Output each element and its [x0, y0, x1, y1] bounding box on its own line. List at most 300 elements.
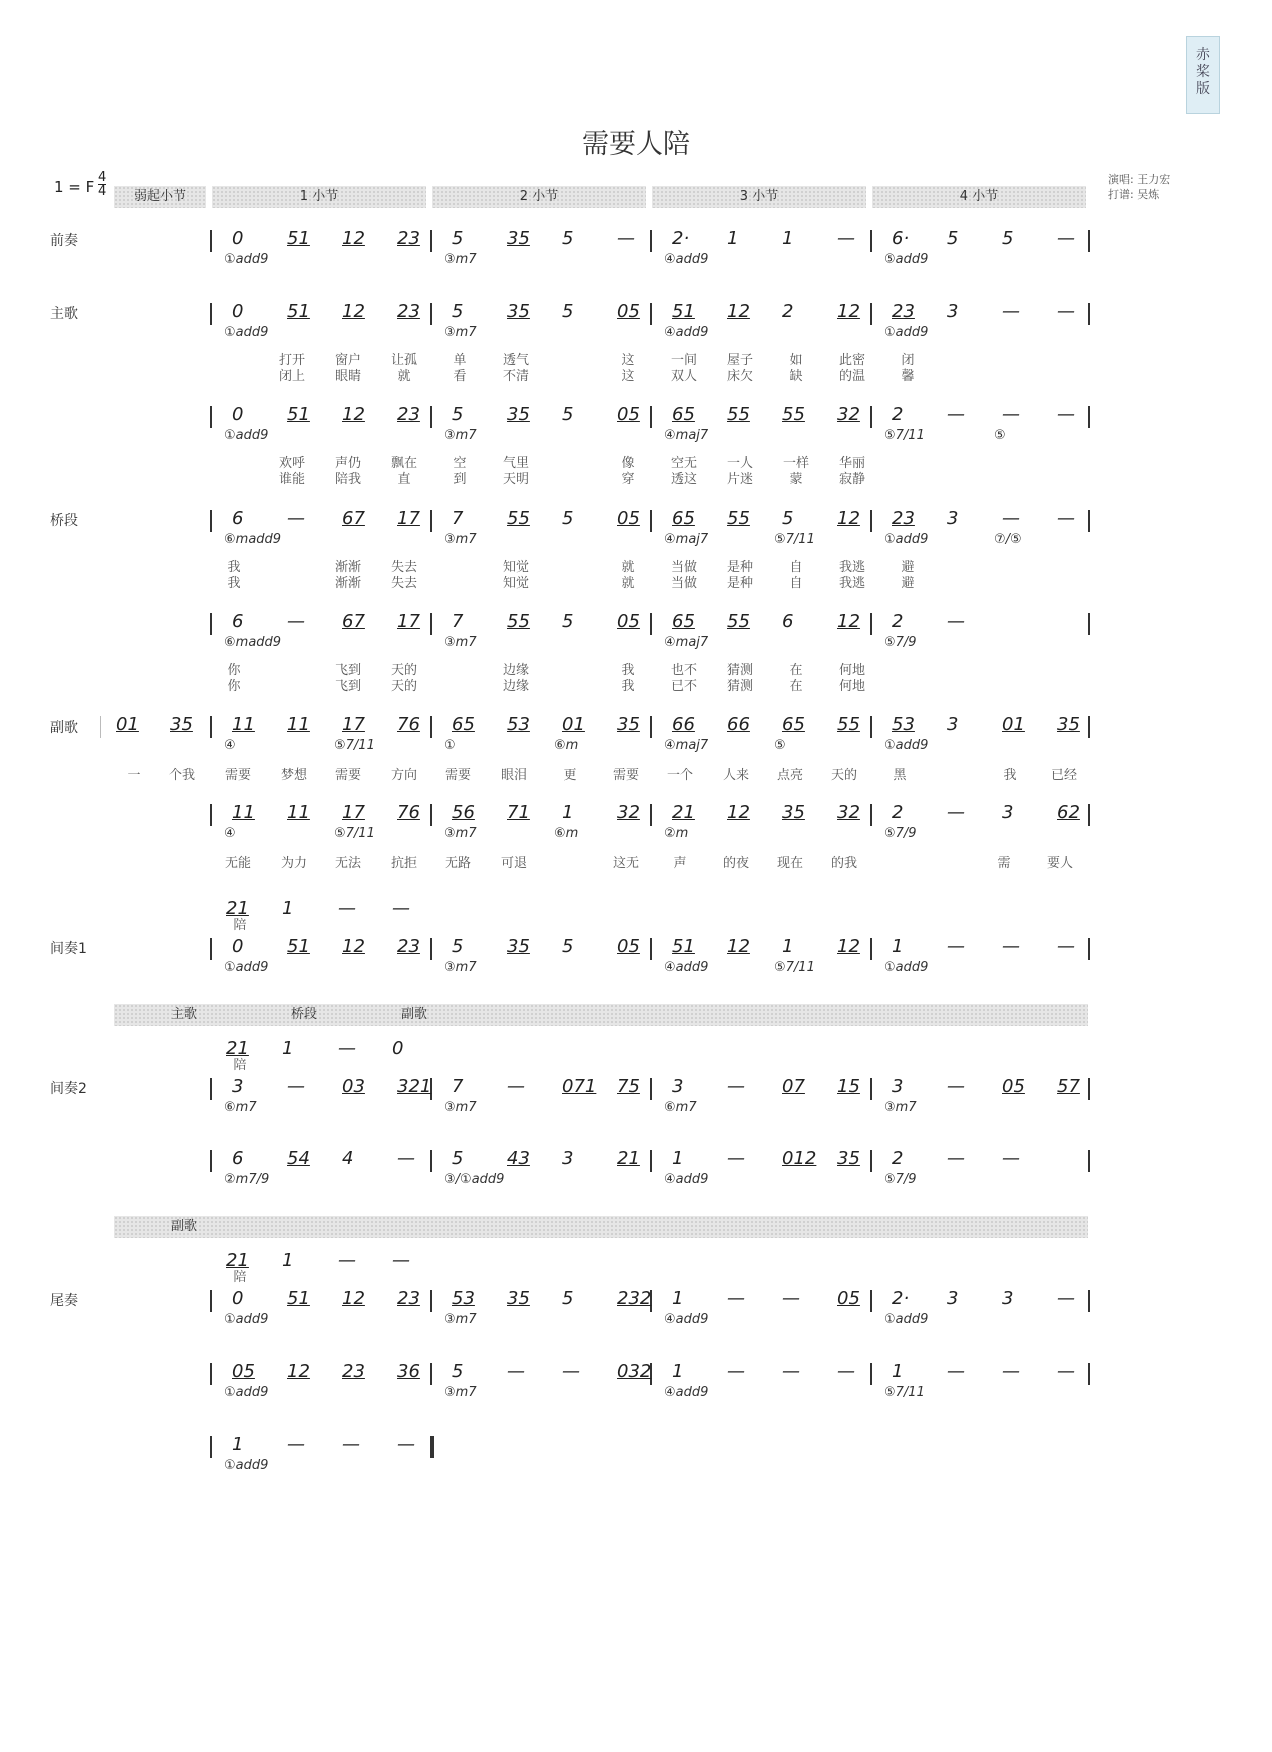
lyric-line-2: 渐渐 — [334, 576, 361, 591]
note: 75 — [617, 1076, 640, 1097]
lyric-line-1: 你 — [227, 663, 241, 678]
lyric-line-2: 失去 — [390, 576, 417, 591]
barline — [210, 1150, 212, 1172]
note: 05 — [617, 508, 640, 529]
lyric: 要人 — [1046, 856, 1073, 871]
section-prelude: 前奏 — [50, 233, 78, 249]
barline — [430, 716, 432, 738]
section-outro: 尾奏 — [50, 1293, 78, 1309]
lyric-line-1: 空无 — [670, 456, 697, 471]
note: — — [562, 1361, 580, 1382]
note: 12 — [342, 936, 365, 957]
note: 12 — [342, 228, 365, 249]
note: 11 — [287, 802, 310, 823]
pickup-note: 21 — [226, 898, 249, 919]
lyric-line-2: 眼睛 — [334, 369, 361, 384]
chord-label: ①add9 — [224, 960, 269, 975]
note: 7 — [452, 508, 464, 529]
section-verse: 主歌 — [50, 306, 78, 322]
barline — [210, 613, 212, 635]
lyric-line-1: 声仍 — [334, 456, 361, 471]
note: 35 — [507, 404, 530, 425]
note: 321 — [397, 1076, 432, 1097]
lyric: 需要 — [444, 768, 471, 783]
lyric: 我 — [1003, 768, 1017, 783]
note: 5 — [452, 228, 464, 249]
note: 35 — [1057, 714, 1080, 735]
note: 51 — [287, 936, 310, 957]
note: 51 — [287, 301, 310, 322]
lyric: 黑 — [893, 768, 907, 783]
lyric-line-2: 缺 — [789, 369, 803, 384]
lyric-line-2: 飞到 — [334, 679, 361, 694]
note: 01 — [562, 714, 585, 735]
note: 12 — [837, 301, 860, 322]
note: 5 — [452, 1361, 464, 1382]
chord-label: ④add9 — [664, 960, 709, 975]
note: 0 — [232, 404, 244, 425]
note: 67 — [342, 508, 365, 529]
note: 3 — [672, 1076, 684, 1097]
lyric-line-2: 看 — [453, 369, 467, 384]
lyric-line-2: 当做 — [670, 576, 697, 591]
pickup-note: 1 — [282, 1250, 294, 1271]
lyric: 的夜 — [722, 856, 749, 871]
chord-label: ⑥madd9 — [224, 635, 282, 650]
barline — [430, 1436, 434, 1458]
note: 2 — [782, 301, 794, 322]
barline — [650, 613, 652, 635]
lyric-line-1: 是种 — [726, 560, 753, 575]
note: 3 — [892, 1076, 904, 1097]
tabber-credit: 打谱: 吴炼 — [1108, 188, 1160, 201]
note: 0 — [232, 936, 244, 957]
meter-top: 4 — [98, 170, 107, 185]
note: 76 — [397, 802, 420, 823]
header-chorus: 副歌 — [400, 1007, 427, 1022]
lyric-line-2: 双人 — [670, 369, 697, 384]
chord-label: ①add9 — [224, 428, 269, 443]
chord-label: ③/①add9 — [444, 1172, 505, 1187]
note: — — [287, 611, 305, 632]
chord-label: ⑤7/11 — [884, 1385, 925, 1400]
note: 0 — [232, 1288, 244, 1309]
note: — — [947, 1076, 965, 1097]
chord-label: ①add9 — [224, 252, 269, 267]
barline — [1088, 938, 1090, 960]
note: 17 — [342, 802, 365, 823]
barline — [650, 406, 652, 428]
pickup-note: 1 — [282, 898, 294, 919]
barline — [650, 938, 652, 960]
measure-header-bar — [114, 186, 1224, 208]
note: 5 — [562, 404, 574, 425]
note: 1 — [562, 802, 574, 823]
note: — — [1057, 936, 1075, 957]
chord-label: ①add9 — [884, 738, 929, 753]
barline — [870, 1290, 872, 1312]
note: 12 — [837, 611, 860, 632]
note: 1 — [232, 1434, 244, 1455]
note: 3 — [947, 508, 959, 529]
note: — — [1002, 404, 1020, 425]
barline — [650, 510, 652, 532]
lyric: 的我 — [830, 856, 857, 871]
note: 5 — [947, 228, 959, 249]
note: — — [947, 1361, 965, 1382]
note: 071 — [562, 1076, 597, 1097]
barline — [430, 804, 432, 826]
lyric-line-1: 天的 — [390, 663, 417, 678]
lyric-line-2: 馨 — [901, 369, 915, 384]
lyric-line-1: 此密 — [838, 353, 865, 368]
note: 65 — [452, 714, 475, 735]
lyric-line-2: 闭上 — [278, 369, 305, 384]
note: 12 — [287, 1361, 310, 1382]
note: 01 — [116, 714, 139, 735]
lyric-line-2: 你 — [227, 679, 241, 694]
note: 3 — [947, 1288, 959, 1309]
barline — [430, 230, 432, 252]
note: 1 — [892, 936, 904, 957]
lyric-line-2: 穿 — [621, 472, 635, 487]
chord-label: ⑤7/9 — [884, 635, 917, 650]
lyric-line-2: 这 — [621, 369, 635, 384]
chord-label: ①add9 — [884, 1312, 929, 1327]
note: 3 — [1002, 1288, 1014, 1309]
note: 05 — [617, 404, 640, 425]
lyric-line-1: 渐渐 — [334, 560, 361, 575]
note: — — [342, 1434, 360, 1455]
version-badge — [1186, 36, 1220, 114]
lyric-line-1: 闭 — [901, 353, 915, 368]
chord-label: ① — [444, 738, 456, 753]
pickup-note: 21 — [226, 1250, 249, 1271]
note: 3 — [1002, 802, 1014, 823]
note: 1 — [782, 936, 794, 957]
note: 5 — [562, 1288, 574, 1309]
note: 53 — [507, 714, 530, 735]
note: 55 — [507, 508, 530, 529]
note: — — [1057, 404, 1075, 425]
chord-label: ③m7 — [444, 252, 477, 267]
note: 2 — [892, 611, 904, 632]
note: 51 — [672, 936, 695, 957]
section-chorus: 副歌 — [50, 720, 78, 736]
chord-label: ③m7 — [444, 960, 477, 975]
singer-credit: 演唱: 王力宏 — [1108, 173, 1171, 186]
note: — — [727, 1148, 745, 1169]
header-measure-3: 3 小节 — [652, 186, 866, 208]
lyric: 点亮 — [776, 768, 803, 783]
lyric-line-2: 直 — [397, 472, 411, 487]
section-bridge: 桥段 — [50, 513, 78, 529]
note: 05 — [1002, 1076, 1025, 1097]
note: 55 — [727, 508, 750, 529]
note: 12 — [837, 508, 860, 529]
barline — [870, 1150, 872, 1172]
lyric-line-2: 寂静 — [838, 472, 865, 487]
note: 12 — [727, 802, 750, 823]
note: 65 — [782, 714, 805, 735]
note: 55 — [837, 714, 860, 735]
barline — [650, 230, 652, 252]
lyric-line-1: 失去 — [390, 560, 417, 575]
note: — — [507, 1076, 525, 1097]
note: — — [1002, 301, 1020, 322]
page-title: 需要人陪 — [582, 129, 690, 160]
lyric: 一个 — [666, 768, 693, 783]
note: — — [1002, 508, 1020, 529]
note: — — [947, 936, 965, 957]
section-header-bar — [114, 1004, 1224, 1026]
barline — [1088, 1078, 1090, 1100]
chord-label: ⑤7/11 — [884, 428, 925, 443]
note: 5 — [452, 301, 464, 322]
chord-label: ⑤7/11 — [774, 532, 815, 547]
chord-label: ④add9 — [664, 325, 709, 340]
barline — [1088, 804, 1090, 826]
barline — [430, 1290, 432, 1312]
note: 1 — [892, 1361, 904, 1382]
note: — — [947, 611, 965, 632]
section-header-bar-2 — [114, 1216, 1224, 1238]
note: 05 — [232, 1361, 255, 1382]
chord-label: ②m — [664, 826, 689, 841]
lyric-line-1: 华丽 — [838, 456, 865, 471]
lyric-line-1: 一人 — [726, 456, 753, 471]
chord-label: ④ — [224, 826, 236, 841]
note: — — [287, 508, 305, 529]
chord-label: ①add9 — [884, 325, 929, 340]
chord-label: ③m7 — [444, 1385, 477, 1400]
note: 15 — [837, 1076, 860, 1097]
lyric-line-1: 猜测 — [726, 663, 753, 678]
chord-label: ②m7/9 — [224, 1172, 270, 1187]
section-interlude-1: 间奏1 — [50, 941, 87, 957]
note: — — [782, 1361, 800, 1382]
chord-label: ④maj7 — [664, 635, 709, 650]
header-measure-1: 1 小节 — [212, 186, 426, 208]
note: 7 — [452, 611, 464, 632]
note: — — [837, 228, 855, 249]
pickup-note: — — [338, 1038, 356, 1059]
pickup-barline — [100, 716, 101, 738]
barline — [650, 1150, 652, 1172]
chord-label: ④maj7 — [664, 532, 709, 547]
note: 12 — [342, 1288, 365, 1309]
note: 11 — [232, 714, 255, 735]
lyric: 无路 — [444, 856, 471, 871]
header-measure-2: 2 小节 — [432, 186, 646, 208]
chord-label: ⑤7/11 — [774, 960, 815, 975]
lyric-line-2: 片迷 — [726, 472, 753, 487]
barline — [1088, 510, 1090, 532]
barline — [650, 804, 652, 826]
barline — [650, 1078, 652, 1100]
chord-label: ④add9 — [664, 1312, 709, 1327]
note: 35 — [507, 301, 530, 322]
note: — — [1002, 1148, 1020, 1169]
chord-label: ⑤7/11 — [334, 826, 375, 841]
chord-label: ③m7 — [884, 1100, 917, 1115]
note: 012 — [782, 1148, 817, 1169]
lyric: 需要 — [334, 768, 361, 783]
chord-label: ①add9 — [224, 325, 269, 340]
lyric-line-1: 飘在 — [390, 456, 417, 471]
chord-label: ④add9 — [664, 1172, 709, 1187]
chord-label: ④add9 — [664, 1385, 709, 1400]
chord-label: ⑤ — [774, 738, 786, 753]
note: 03 — [342, 1076, 365, 1097]
lyric-line-2: 猜测 — [726, 679, 753, 694]
note: 5 — [562, 508, 574, 529]
lyric-line-1: 避 — [901, 560, 915, 575]
lyric-line-2: 边缘 — [502, 679, 529, 694]
chord-label: ③m7 — [444, 635, 477, 650]
barline — [210, 1363, 212, 1385]
note: 5 — [452, 1148, 464, 1169]
lyric: 个我 — [168, 768, 195, 783]
lyric-line-1: 一样 — [782, 456, 809, 471]
barline — [870, 510, 872, 532]
note: — — [287, 1434, 305, 1455]
note: 54 — [287, 1148, 310, 1169]
barline — [210, 716, 212, 738]
note: 35 — [507, 1288, 530, 1309]
pickup-note: — — [338, 898, 356, 919]
note: 2 — [892, 404, 904, 425]
note: 32 — [617, 802, 640, 823]
note: 35 — [782, 802, 805, 823]
note: — — [1002, 1361, 1020, 1382]
note: 17 — [397, 611, 420, 632]
note: 23 — [397, 1288, 420, 1309]
lyric-line-2: 避 — [901, 576, 915, 591]
barline — [210, 406, 212, 428]
barline — [1088, 1363, 1090, 1385]
chord-label: ④maj7 — [664, 428, 709, 443]
lyric-line-2: 何地 — [838, 679, 865, 694]
note: 35 — [507, 936, 530, 957]
barline — [430, 510, 432, 532]
note: 32 — [837, 404, 860, 425]
lyric-line-1: 当做 — [670, 560, 697, 575]
note: 66 — [672, 714, 695, 735]
lyric-line-1: 屋子 — [726, 353, 753, 368]
note: 3 — [232, 1076, 244, 1097]
note: 51 — [672, 301, 695, 322]
note: 55 — [727, 611, 750, 632]
note: 55 — [507, 611, 530, 632]
lyric: 梦想 — [280, 768, 307, 783]
lyric-line-2: 已不 — [670, 679, 697, 694]
note: 5 — [562, 301, 574, 322]
lyric: 已经 — [1050, 768, 1077, 783]
lyric: 天的 — [830, 768, 857, 783]
note: 21 — [672, 802, 695, 823]
lyric-line-1: 何地 — [838, 663, 865, 678]
note: — — [727, 1361, 745, 1382]
note: 56 — [452, 802, 475, 823]
note: 0 — [232, 228, 244, 249]
pickup-lyric: 陪 — [233, 918, 247, 933]
chord-label: ③m7 — [444, 428, 477, 443]
header-chorus-2: 副歌 — [170, 1219, 197, 1234]
pickup-lyric: 陪 — [233, 1058, 247, 1073]
lyric: 声 — [673, 856, 687, 871]
note: 4 — [342, 1148, 354, 1169]
note: 23 — [397, 936, 420, 957]
chord-label: ⑥madd9 — [224, 532, 282, 547]
note: 5 — [562, 936, 574, 957]
barline — [1088, 1290, 1090, 1312]
barline — [1088, 716, 1090, 738]
barline — [430, 938, 432, 960]
chord-label: ①add9 — [224, 1385, 269, 1400]
note: 35 — [617, 714, 640, 735]
lyric: 为力 — [280, 856, 307, 871]
note: — — [507, 1361, 525, 1382]
lyric-line-1: 空 — [453, 456, 467, 471]
lyric: 无法 — [334, 856, 361, 871]
note: 2· — [892, 1288, 910, 1309]
chord-label: ④ — [224, 738, 236, 753]
note: — — [1057, 301, 1075, 322]
chord-label: ⑤7/11 — [334, 738, 375, 753]
note: 21 — [617, 1148, 640, 1169]
lyric-line-1: 透气 — [502, 353, 529, 368]
lyric-line-1: 在 — [789, 663, 803, 678]
note: — — [1002, 936, 1020, 957]
note: — — [947, 1148, 965, 1169]
barline — [870, 613, 872, 635]
chord-label: ⑤7/9 — [884, 826, 917, 841]
note: 43 — [507, 1148, 530, 1169]
note: 05 — [837, 1288, 860, 1309]
chord-label: ④maj7 — [664, 738, 709, 753]
lyric-line-2: 知觉 — [502, 576, 529, 591]
lyric-line-1: 窗户 — [334, 353, 361, 368]
lyric: 这无 — [612, 856, 639, 871]
meter-bottom: 4 — [98, 184, 107, 199]
note: 35 — [507, 228, 530, 249]
lyric: 可退 — [500, 856, 527, 871]
chord-label: ⑤add9 — [884, 252, 929, 267]
lyric-line-1: 飞到 — [334, 663, 361, 678]
note: — — [1057, 1288, 1075, 1309]
lyric-line-2: 床欠 — [726, 369, 753, 384]
key-signature: 1 = F — [54, 178, 95, 196]
lyric: 需 — [997, 856, 1011, 871]
note: 5 — [562, 611, 574, 632]
lyric: 现在 — [776, 856, 803, 871]
barline — [210, 1436, 212, 1458]
note: 3 — [947, 714, 959, 735]
lyric-line-1: 我 — [621, 663, 635, 678]
note: 32 — [837, 802, 860, 823]
note: 17 — [397, 508, 420, 529]
lyric: 人来 — [722, 768, 749, 783]
lyric-line-1: 像 — [621, 456, 635, 471]
note: 5 — [1002, 228, 1014, 249]
note: — — [397, 1148, 415, 1169]
pickup-note: — — [338, 1250, 356, 1271]
note: — — [947, 802, 965, 823]
note: 11 — [287, 714, 310, 735]
note: 53 — [452, 1288, 475, 1309]
note: 55 — [727, 404, 750, 425]
